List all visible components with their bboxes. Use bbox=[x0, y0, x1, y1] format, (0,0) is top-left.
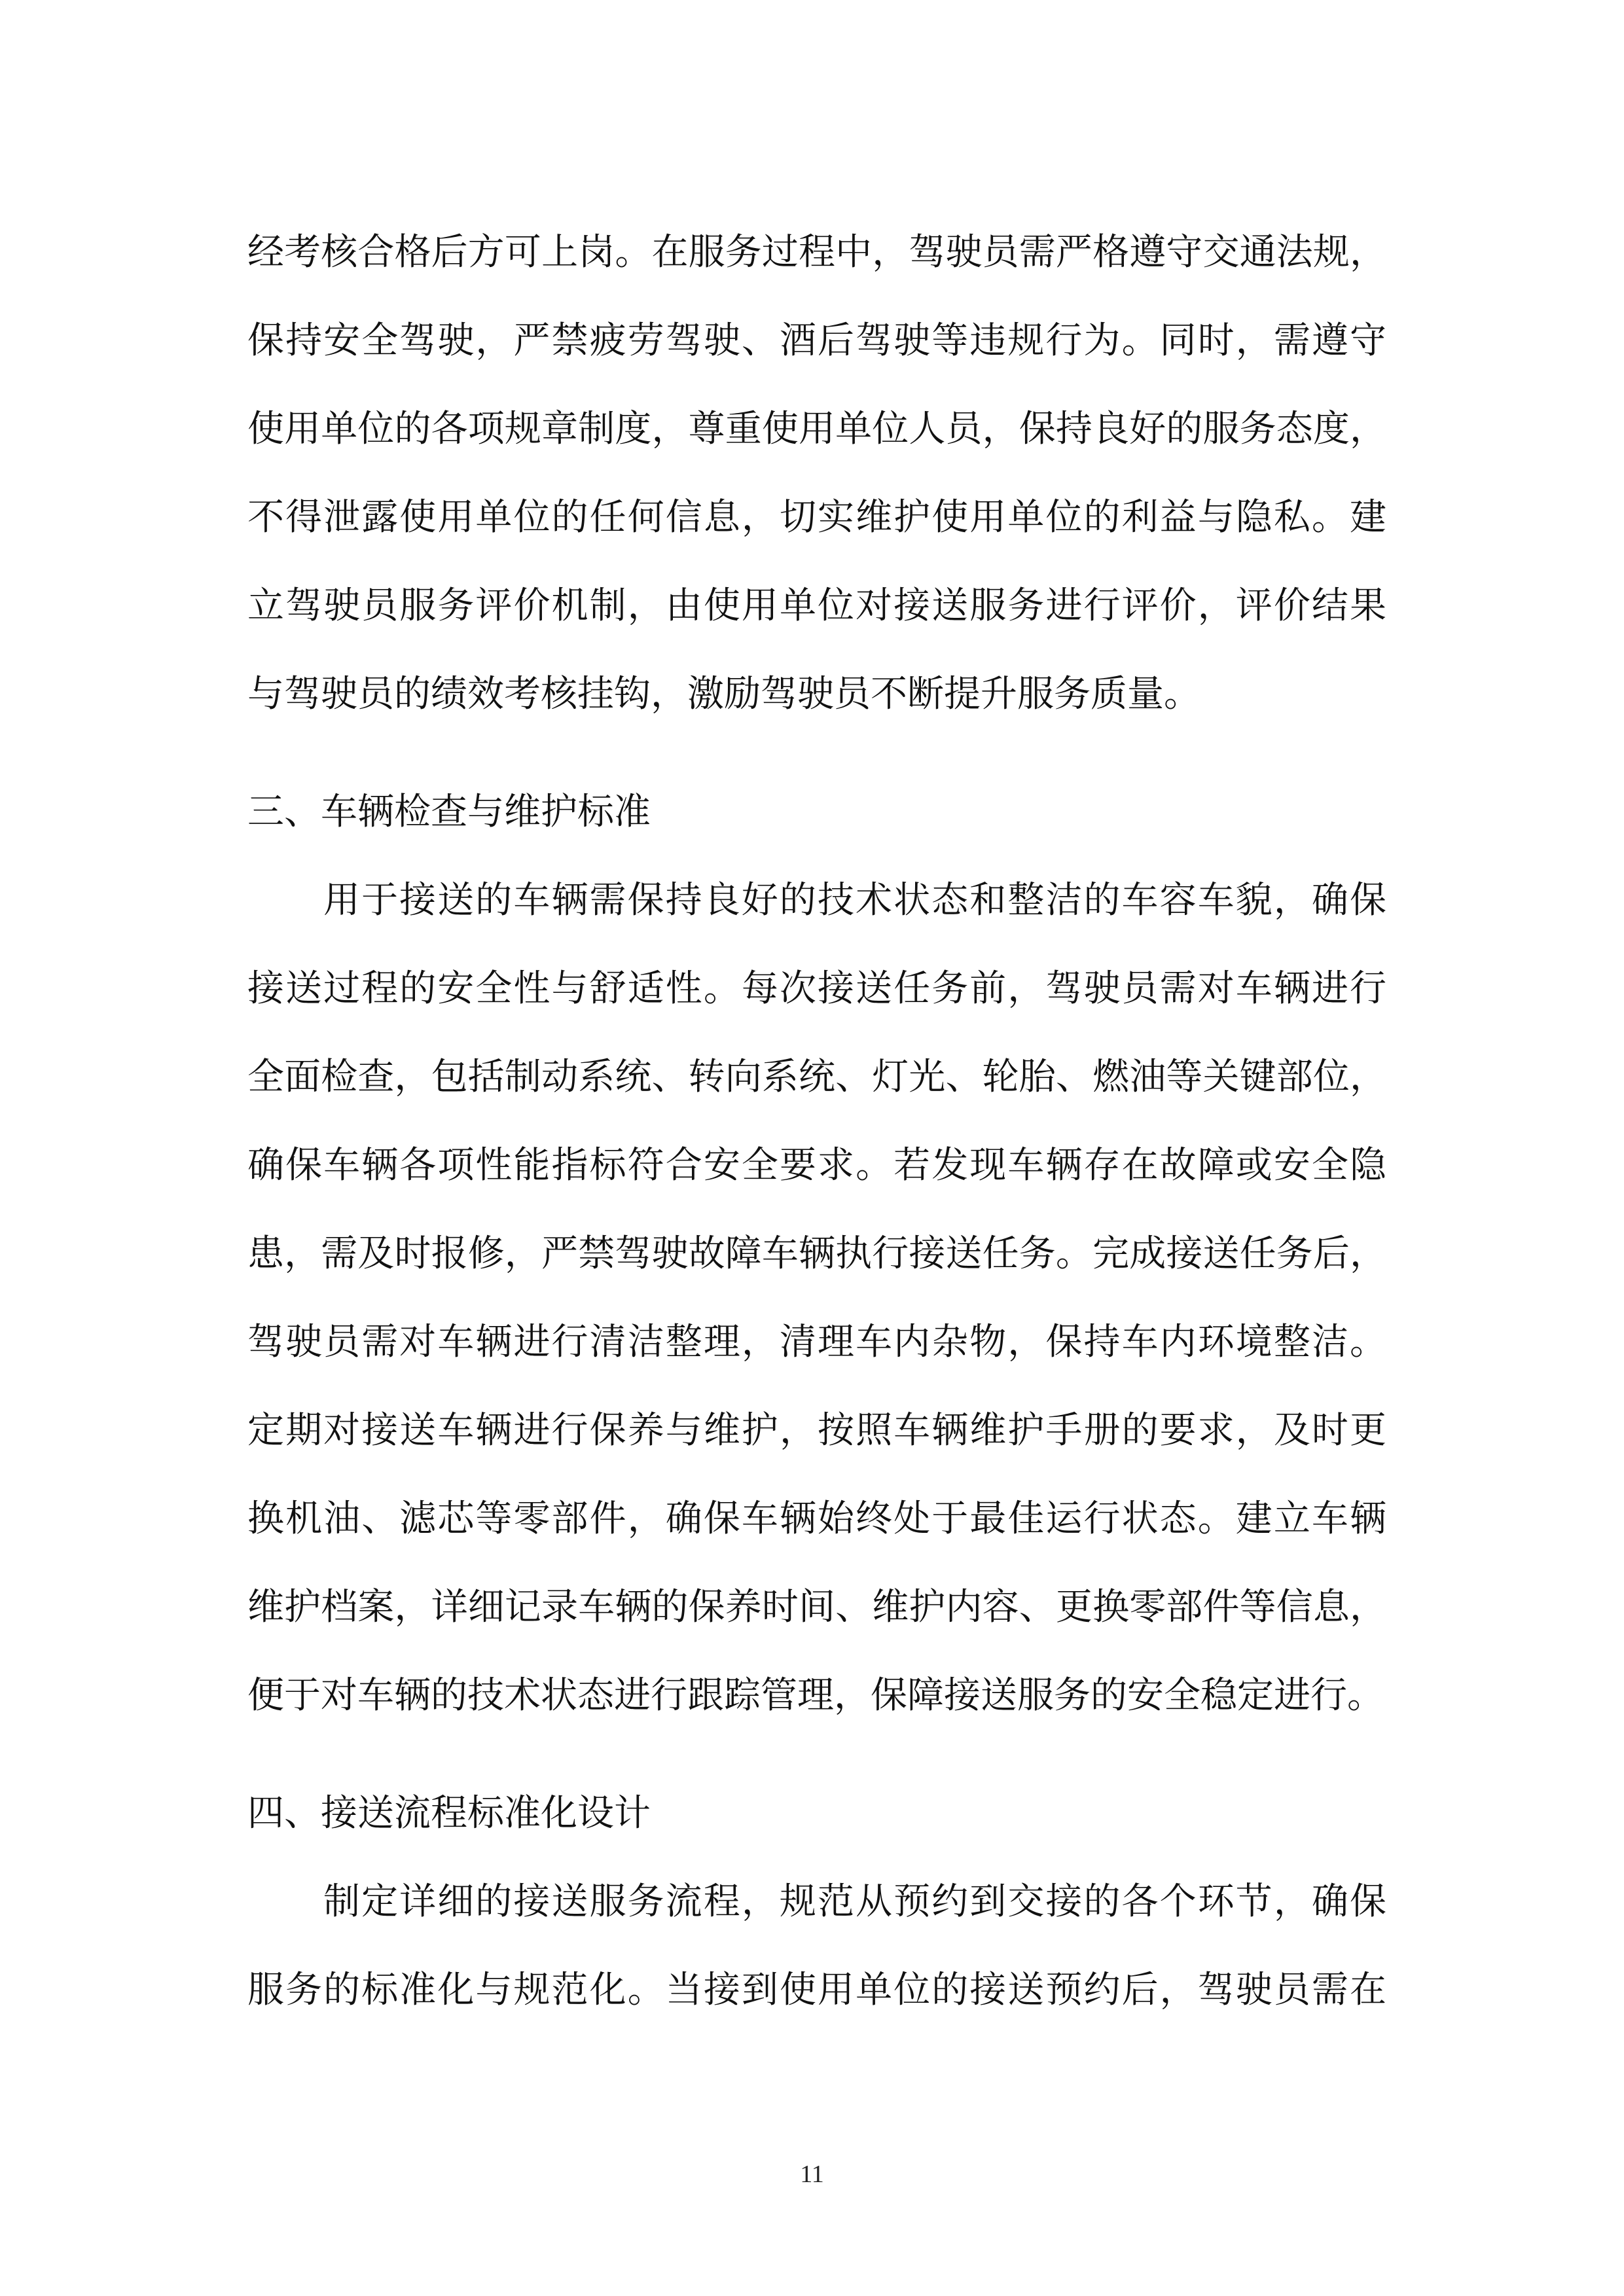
section-heading-process-standardization: 四、接送流程标准化设计 bbox=[247, 1792, 651, 1835]
text-line: 使用单位的各项规章制度，尊重使用单位人员，保持良好的服务态度， bbox=[247, 408, 1386, 450]
page-number: 11 bbox=[800, 2161, 824, 2188]
paragraph-gap bbox=[247, 1740, 1386, 1769]
text-line: 用于接送的车辆需保持良好的技术状态和整洁的车容车貌，确保 bbox=[323, 879, 1386, 922]
paragraph-process-standardization bbox=[247, 1857, 1386, 2034]
text-line: 定期对接送车辆进行保养与维护，按照车辆维护手册的要求，及时更 bbox=[247, 1409, 1386, 1452]
text-line: 接送过程的安全性与舒适性。每次接送任务前，驾驶员需对车辆进行 bbox=[247, 967, 1386, 1010]
text-line: 服务的标准化与规范化。当接到使用单位的接送预约后，驾驶员需在 bbox=[247, 1969, 1386, 2011]
text-line: 全面检查，包括制动系统、转向系统、灯光、轮胎、燃油等关键部位， bbox=[247, 1056, 1386, 1098]
text-line: 经考核合格后方可上岗。在服务过程中，驾驶员需严格遵守交通法规， bbox=[247, 231, 1386, 274]
text-line: 与驾驶员的绩效考核挂钩，激励驾驶员不断提升服务质量。 bbox=[247, 673, 1200, 715]
text-line: 驾驶员需对车辆进行清洁整理，清理车内杂物，保持车内环境整洁。 bbox=[247, 1321, 1386, 1363]
text-line: 维护档案，详细记录车辆的保养时间、维护内容、更换零部件等信息， bbox=[247, 1586, 1386, 1628]
section-heading-vehicle-inspection: 三、车辆检查与维护标准 bbox=[247, 791, 651, 833]
text-line: 便于对车辆的技术状态进行跟踪管理，保障接送服务的安全稳定进行。 bbox=[247, 1674, 1384, 1717]
text-line: 制定详细的接送服务流程，规范从预约到交接的各个环节，确保 bbox=[323, 1880, 1386, 1923]
text-line: 保持安全驾驶，严禁疲劳驾驶、酒后驾驶等违规行为。同时，需遵守 bbox=[247, 319, 1386, 362]
paragraph-vehicle-inspection bbox=[247, 856, 1386, 1740]
text-line: 确保车辆各项性能指标符合安全要求。若发现车辆存在故障或安全隐 bbox=[247, 1144, 1386, 1187]
paragraph-driver-service bbox=[247, 208, 1386, 738]
text-line: 不得泄露使用单位的任何信息，切实维护使用单位的利益与隐私。建 bbox=[247, 496, 1386, 539]
text-line: 患，需及时报修，严禁驾驶故障车辆执行接送任务。完成接送任务后， bbox=[247, 1232, 1386, 1275]
paragraph-gap bbox=[247, 738, 1386, 768]
page-body bbox=[247, 208, 1386, 2034]
text-line: 换机油、滤芯等零部件，确保车辆始终处于最佳运行状态。建立车辆 bbox=[247, 1498, 1386, 1540]
text-line: 立驾驶员服务评价机制，由使用单位对接送服务进行评价，评价结果 bbox=[247, 584, 1386, 627]
